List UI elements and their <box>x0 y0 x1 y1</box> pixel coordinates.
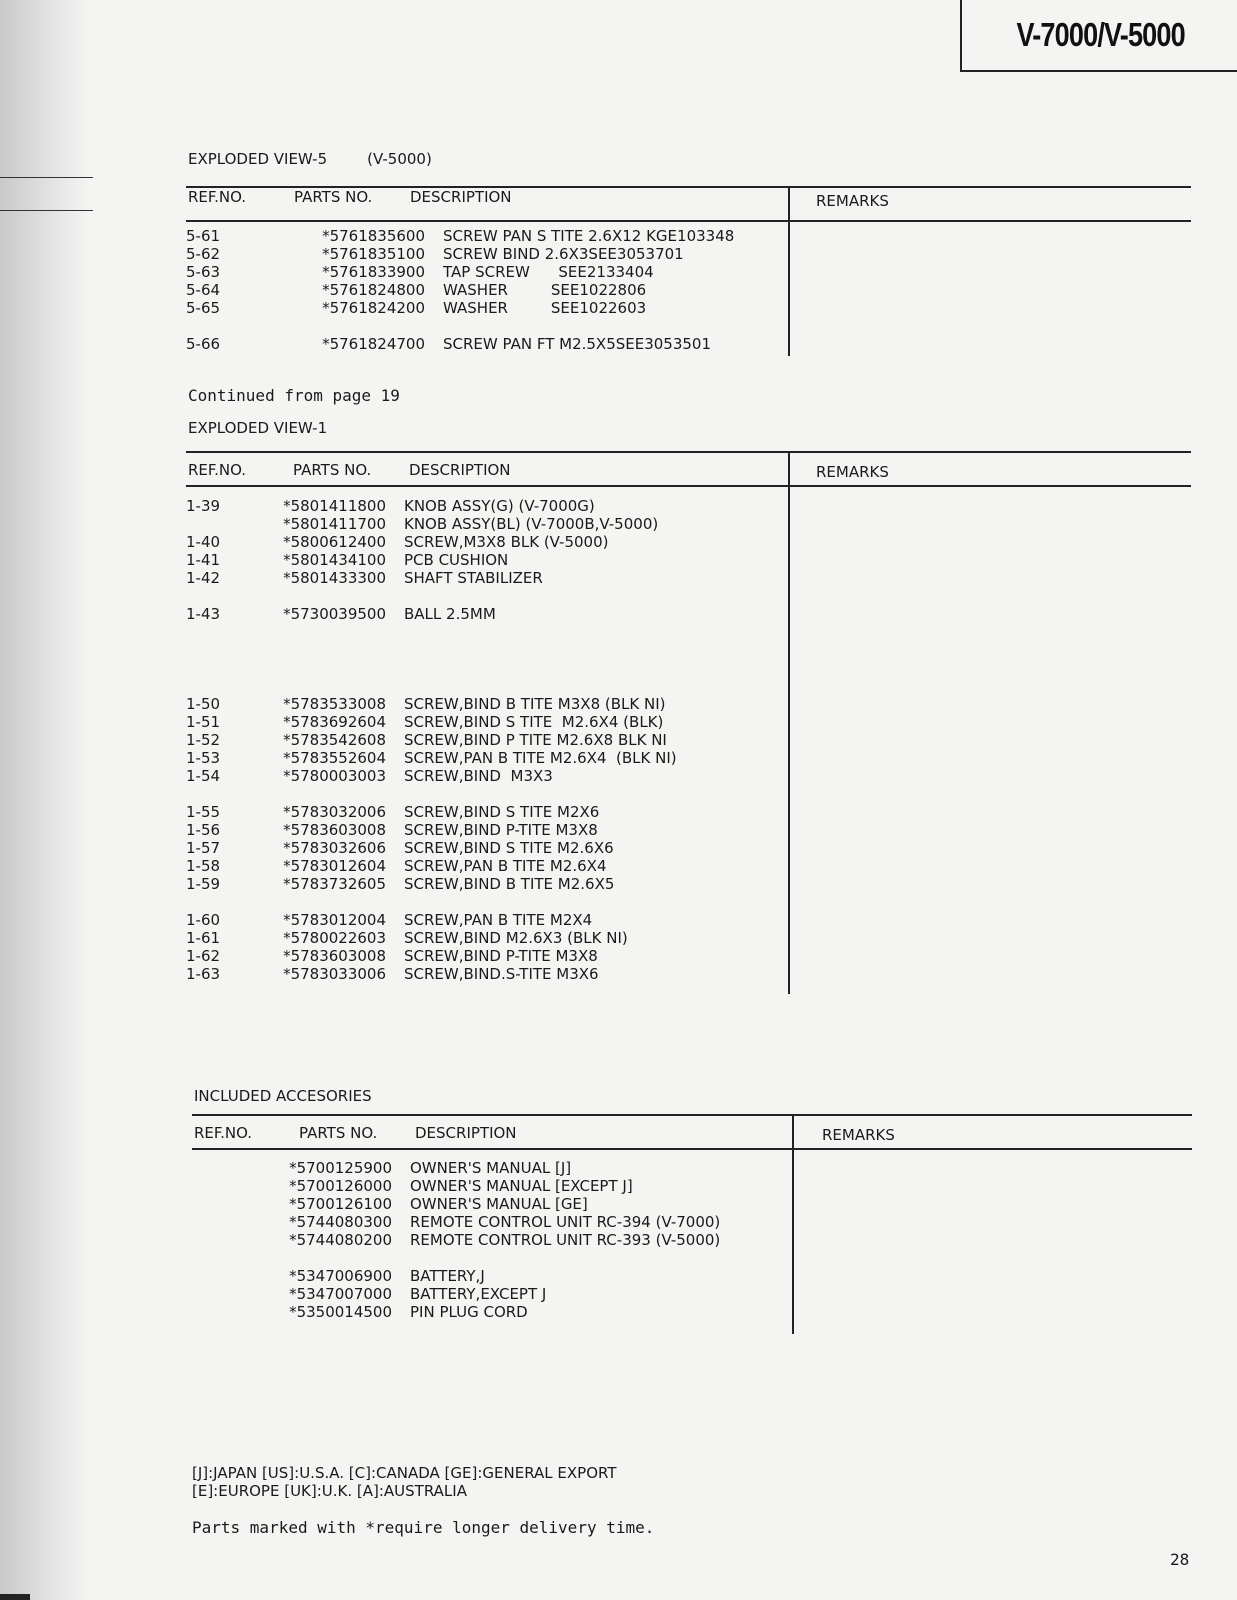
part-no-cell: *5744080300 <box>289 1213 392 1231</box>
header-description: DESCRIPTION <box>415 1124 517 1142</box>
part-no-cell: *5800612400 <box>283 533 386 551</box>
table-row <box>186 803 677 821</box>
table-rule <box>192 1148 1192 1150</box>
description-cell: SCREW,BIND P-TITE M3X8 <box>404 947 598 965</box>
remarks-divider <box>792 1114 794 1334</box>
section-title-text: INCLUDED ACCESORIES <box>194 1087 372 1105</box>
description-cell: SCREW,BIND B TITE M3X8 (BLK NI) <box>404 695 666 713</box>
table-row <box>186 299 734 317</box>
part-no-cell: *5783692604 <box>283 713 386 731</box>
ref-no-cell: 1-59 <box>186 875 221 893</box>
table-row <box>192 1177 720 1195</box>
model-title: V-7000/V-5000 <box>1016 16 1185 53</box>
continued-note: Continued from page 19 <box>188 386 400 405</box>
ref-no-cell: 1-51 <box>186 713 221 731</box>
table-row <box>192 1231 720 1249</box>
group-spacer <box>186 317 734 335</box>
description-cell: SCREW,BIND S TITE M2.6X4 (BLK) <box>404 713 664 731</box>
part-no-cell: *5783542608 <box>283 731 386 749</box>
description-cell: SCREW,BIND B TITE M2.6X5 <box>404 875 615 893</box>
description-cell: BATTERY,EXCEPT J <box>410 1285 547 1303</box>
description-cell: REMOTE CONTROL UNIT RC-394 (V-7000) <box>410 1213 721 1231</box>
table-row <box>186 929 677 947</box>
section-title <box>194 1087 372 1105</box>
group-spacer <box>186 893 677 911</box>
description-cell: SCREW PAN FT M2.5X5SEE3053501 <box>443 335 712 353</box>
ref-no-cell <box>192 1285 286 1303</box>
part-no-cell: *5780003003 <box>283 767 386 785</box>
ref-no-cell: 1-54 <box>186 767 221 785</box>
table-row <box>186 965 677 983</box>
part-no-cell: *5783033006 <box>283 965 386 983</box>
section-title-text: EXPLODED VIEW-5 <box>188 150 328 168</box>
part-no-cell: *5783032006 <box>283 803 386 821</box>
ref-no-cell <box>192 1231 286 1249</box>
description-cell: TAP SCREW SEE2133404 <box>443 263 654 281</box>
description-cell: SCREW BIND 2.6X3SEE3053701 <box>443 245 684 263</box>
table-rule <box>186 451 1191 453</box>
part-no-cell: *5350014500 <box>289 1303 392 1321</box>
model-title-box <box>960 0 1237 72</box>
description-cell: SCREW,BIND M3X3 <box>404 767 553 785</box>
bleed-rule <box>0 177 93 178</box>
remarks-divider <box>788 186 790 356</box>
description-cell: PCB CUSHION <box>404 551 509 569</box>
part-no-cell: *5801433300 <box>283 569 386 587</box>
description-cell: SCREW,BIND P TITE M2.6X8 BLK NI <box>404 731 667 749</box>
section-title-text: EXPLODED VIEW-1 <box>188 419 328 437</box>
table-row <box>186 767 677 785</box>
table-row <box>186 695 677 713</box>
header-description: DESCRIPTION <box>410 188 512 206</box>
description-cell: REMOTE CONTROL UNIT RC-393 (V-5000) <box>410 1231 721 1249</box>
ref-no-cell: 1-58 <box>186 857 221 875</box>
ref-no-cell <box>192 1177 286 1195</box>
part-no-cell: *5783012004 <box>283 911 386 929</box>
section-title <box>188 419 327 437</box>
ref-no-cell <box>192 1195 286 1213</box>
description-cell: SCREW,BIND.S-TITE M3X6 <box>404 965 599 983</box>
description-cell: SCREW,BIND S TITE M2X6 <box>404 803 600 821</box>
part-no-cell: *5783603008 <box>283 821 386 839</box>
table-rule <box>186 485 1191 487</box>
part-no-cell: *5761824700 <box>322 335 425 353</box>
header-parts-no: PARTS NO. <box>299 1124 378 1142</box>
table-row <box>186 533 677 551</box>
part-no-cell: *5347006900 <box>289 1267 392 1285</box>
table-row <box>186 569 677 587</box>
part-no-cell: *5761835100 <box>322 245 425 263</box>
header-remarks: REMARKS <box>816 463 889 481</box>
table-row <box>186 335 734 353</box>
description-cell: SCREW,PAN B TITE M2.6X4 (BLK NI) <box>404 749 677 767</box>
table-row <box>192 1303 720 1321</box>
table-row <box>186 821 677 839</box>
ref-no-cell: 5-63 <box>186 263 221 281</box>
left-page-bleed <box>0 0 92 1600</box>
description-cell: KNOB ASSY(G) (V-7000G) <box>404 497 595 515</box>
part-no-cell: *5761835600 <box>322 227 425 245</box>
header-parts-no: PARTS NO. <box>293 461 372 479</box>
table-body <box>186 497 677 983</box>
part-no-cell: *5730039500 <box>283 605 386 623</box>
part-no-cell: *5761824800 <box>322 281 425 299</box>
ref-no-cell: 1-41 <box>186 551 221 569</box>
ref-no-cell: 1-40 <box>186 533 221 551</box>
table-row <box>186 605 677 623</box>
description-cell: BATTERY,J <box>410 1267 485 1285</box>
description-cell: OWNER'S MANUAL [EXCEPT J] <box>410 1177 633 1195</box>
ref-no-cell: 1-60 <box>186 911 221 929</box>
header-remarks: REMARKS <box>822 1126 895 1144</box>
description-cell: SCREW,BIND S TITE M2.6X6 <box>404 839 614 857</box>
ref-no-cell: 5-61 <box>186 227 221 245</box>
table-row <box>192 1267 720 1285</box>
ref-no-cell <box>186 515 280 533</box>
ref-no-cell: 1-55 <box>186 803 221 821</box>
ref-no-cell <box>192 1159 286 1177</box>
description-cell: SCREW,PAN B TITE M2.6X4 <box>404 857 607 875</box>
ref-no-cell: 5-65 <box>186 299 221 317</box>
table-row <box>186 911 677 929</box>
ref-no-cell: 1-56 <box>186 821 221 839</box>
table-rule <box>192 1114 1192 1116</box>
description-cell: WASHER SEE1022603 <box>443 299 647 317</box>
part-no-cell: *5700126000 <box>289 1177 392 1195</box>
legend-line: [E]:EUROPE [UK]:U.K. [A]:AUSTRALIA <box>192 1482 467 1500</box>
description-cell: SCREW PAN S TITE 2.6X12 KGE103348 <box>443 227 735 245</box>
ref-no-cell: 1-53 <box>186 749 221 767</box>
description-cell: BALL 2.5MM <box>404 605 496 623</box>
group-spacer <box>186 623 677 695</box>
description-cell: OWNER'S MANUAL [J] <box>410 1159 572 1177</box>
group-spacer <box>192 1249 720 1267</box>
table-row <box>186 245 734 263</box>
description-cell: WASHER SEE1022806 <box>443 281 647 299</box>
table-row <box>186 875 677 893</box>
ref-no-cell: 1-63 <box>186 965 221 983</box>
ref-no-cell: 1-43 <box>186 605 221 623</box>
part-no-cell: *5801411800 <box>283 497 386 515</box>
part-no-cell: *5783533008 <box>283 695 386 713</box>
group-spacer <box>186 785 677 803</box>
description-cell: SHAFT STABILIZER <box>404 569 543 587</box>
header-description: DESCRIPTION <box>409 461 511 479</box>
part-no-cell: *5780022603 <box>283 929 386 947</box>
table-row <box>192 1159 720 1177</box>
table-row <box>186 263 734 281</box>
table-row <box>186 731 677 749</box>
legend-line: [J]:JAPAN [US]:U.S.A. [C]:CANADA [GE]:GENERAL EXPORT <box>192 1464 617 1482</box>
description-cell: SCREW,M3X8 BLK (V-5000) <box>404 533 609 551</box>
table-row <box>192 1195 720 1213</box>
header-ref-no: REF.NO. <box>188 188 247 206</box>
ref-no-cell: 1-50 <box>186 695 221 713</box>
ref-no-cell <box>192 1213 286 1231</box>
table-rule <box>790 220 1191 222</box>
part-no-cell: *5801434100 <box>283 551 386 569</box>
ref-no-cell <box>192 1303 286 1321</box>
table-row <box>186 281 734 299</box>
part-no-cell: *5783552604 <box>283 749 386 767</box>
table-body <box>186 227 734 353</box>
description-cell: OWNER'S MANUAL [GE] <box>410 1195 588 1213</box>
ref-no-cell: 1-61 <box>186 929 221 947</box>
table-row <box>186 227 734 245</box>
ref-no-cell <box>192 1267 286 1285</box>
table-row <box>186 857 677 875</box>
header-ref-no: REF.NO. <box>194 1124 253 1142</box>
part-no-cell: *5783032606 <box>283 839 386 857</box>
table-row <box>192 1213 720 1231</box>
part-no-cell: *5801411700 <box>283 515 386 533</box>
part-no-cell: *5783603008 <box>283 947 386 965</box>
table-row <box>186 839 677 857</box>
table-row <box>192 1285 720 1303</box>
bottom-edge-mark <box>0 1594 30 1600</box>
section-title <box>188 150 432 168</box>
header-parts-no: PARTS NO. <box>294 188 373 206</box>
delivery-note: Parts marked with *require longer delivery time. <box>192 1518 655 1537</box>
table-row <box>186 713 677 731</box>
table-row <box>186 497 677 515</box>
ref-no-cell: 5-66 <box>186 335 221 353</box>
description-cell: SCREW,BIND M2.6X3 (BLK NI) <box>404 929 628 947</box>
remarks-divider <box>788 451 790 994</box>
group-spacer <box>186 587 677 605</box>
part-no-cell: *5761833900 <box>322 263 425 281</box>
region-legend <box>192 1464 617 1500</box>
table-row <box>186 515 677 533</box>
table-row <box>186 749 677 767</box>
ref-no-cell: 5-64 <box>186 281 221 299</box>
header-remarks: REMARKS <box>816 192 889 210</box>
bleed-rule <box>0 210 93 211</box>
part-no-cell: *5761824200 <box>322 299 425 317</box>
description-cell: SCREW,PAN B TITE M2X4 <box>404 911 593 929</box>
description-cell: PIN PLUG CORD <box>410 1303 528 1321</box>
description-cell: KNOB ASSY(BL) (V-7000B,V-5000) <box>404 515 659 533</box>
part-no-cell: *5783012604 <box>283 857 386 875</box>
part-no-cell: *5700125900 <box>289 1159 392 1177</box>
ref-no-cell: 1-39 <box>186 497 221 515</box>
ref-no-cell: 1-42 <box>186 569 221 587</box>
part-no-cell: *5744080200 <box>289 1231 392 1249</box>
section-subtitle: (V-5000) <box>367 150 432 168</box>
part-no-cell: *5700126100 <box>289 1195 392 1213</box>
description-cell: SCREW,BIND P-TITE M3X8 <box>404 821 598 839</box>
ref-no-cell: 5-62 <box>186 245 221 263</box>
part-no-cell: *5783732605 <box>283 875 386 893</box>
ref-no-cell: 1-57 <box>186 839 221 857</box>
table-rule <box>186 220 790 222</box>
header-ref-no: REF.NO. <box>188 461 247 479</box>
table-row <box>186 551 677 569</box>
part-no-cell: *5347007000 <box>289 1285 392 1303</box>
table-row <box>186 947 677 965</box>
page-number: 28 <box>1170 1550 1190 1569</box>
ref-no-cell: 1-52 <box>186 731 221 749</box>
ref-no-cell: 1-62 <box>186 947 221 965</box>
table-body <box>192 1159 720 1321</box>
